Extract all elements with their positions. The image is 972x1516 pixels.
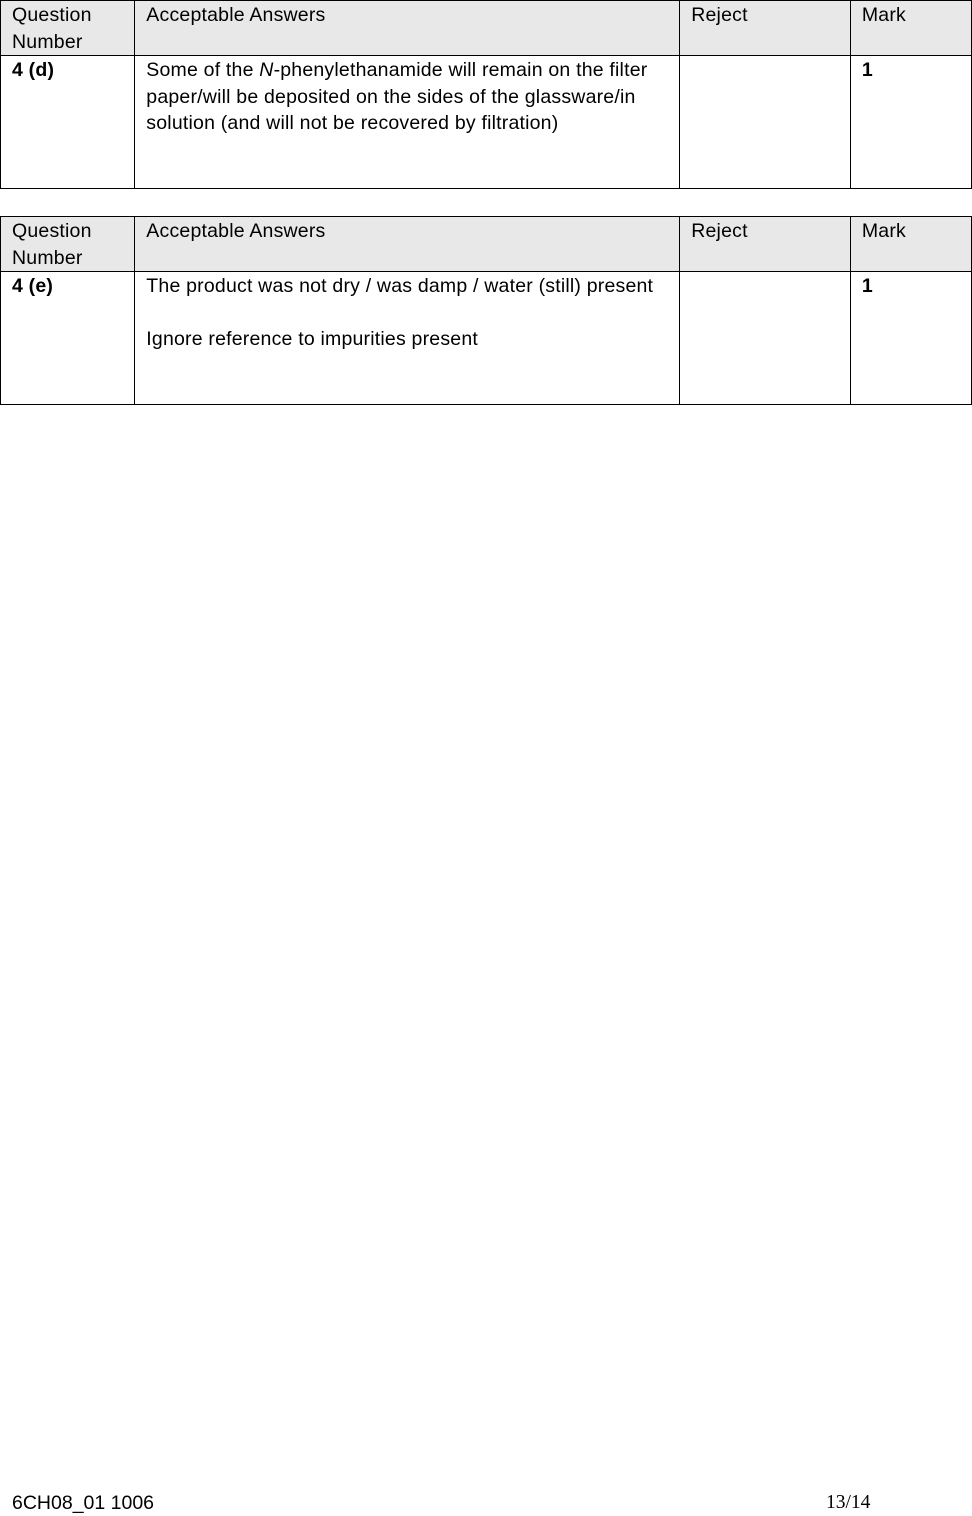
question-number: 4 (d) <box>1 56 135 189</box>
header-question-number: Question Number <box>1 1 135 56</box>
answer-text-rest: -phenylethanamide will remain on the filter paper/will be deposited on the sides of the glassware/in solution (and will not be recovered by filtration) <box>146 59 648 134</box>
footer-paper-code: 6CH08_01 1006 <box>12 1492 155 1514</box>
reject-cell <box>680 272 851 405</box>
mark-value: 1 <box>850 56 971 189</box>
reject-cell <box>680 56 851 189</box>
mark-scheme-table-4d <box>0 0 972 189</box>
mark-value: 1 <box>850 272 971 405</box>
acceptable-answer <box>135 272 680 405</box>
answer-text-italic: N <box>259 59 274 81</box>
mark-scheme-table-4e <box>0 216 972 405</box>
header-mark: Mark <box>850 1 971 56</box>
acceptable-answer <box>135 56 680 189</box>
header-acceptable-answers: Acceptable Answers <box>135 217 680 272</box>
header-acceptable-answers: Acceptable Answers <box>135 1 680 56</box>
table-row <box>1 272 972 405</box>
table-header-row <box>1 217 972 272</box>
answer-note: Ignore reference to impurities present <box>146 328 478 350</box>
header-reject: Reject <box>680 217 851 272</box>
answer-text-prefix: Some of the <box>146 59 260 81</box>
answer-text-line: The product was not dry / was damp / water (still) present <box>146 275 654 297</box>
footer-page-number: 13/14 <box>826 1492 871 1513</box>
header-question-number: Question Number <box>1 217 135 272</box>
table-row <box>1 56 972 189</box>
header-reject: Reject <box>680 1 851 56</box>
question-number: 4 (e) <box>1 272 135 405</box>
paragraph-gap <box>146 300 669 327</box>
header-mark: Mark <box>850 217 971 272</box>
table-header-row <box>1 1 972 56</box>
